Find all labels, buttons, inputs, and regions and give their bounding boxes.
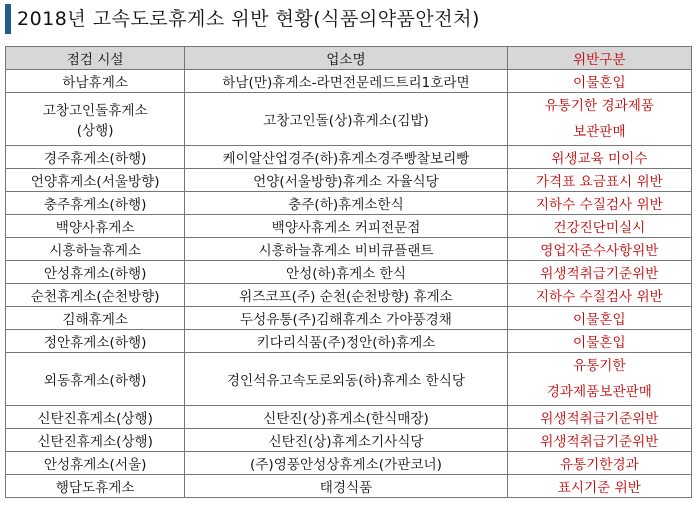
table-row	[6, 284, 692, 307]
business-cell: (주)영풍안성상휴게소(가판코너)	[185, 452, 507, 475]
violation-cell: 이물혼입	[507, 307, 691, 330]
facility-cell: 백양사휴게소	[6, 215, 185, 238]
violation-cell: 표시기준 위반	[507, 475, 691, 498]
violation-cell: 가격표 요금표시 위반	[507, 169, 691, 192]
facility-cell: 신탄진휴게소(상행)	[6, 429, 185, 452]
page-title: 2018년 고속도로휴게소 위반 현황(식품의약품안전처)	[17, 8, 480, 30]
business-cell: 위즈코프(주) 순천(순천방향) 휴게소	[185, 284, 507, 307]
violation-cell: 위생적취급기준위반	[507, 406, 691, 429]
violation-cell: 영업자준수사항위반	[507, 238, 691, 261]
facility-cell: 언양휴게소(서울방향)	[6, 169, 185, 192]
violation-cell: 유통기한 경과제품보관판매	[507, 353, 691, 406]
table-row	[6, 261, 692, 284]
facility-cell: 순천휴게소(순천방향)	[6, 284, 185, 307]
business-cell: 안성(하)휴게소 한식	[185, 261, 507, 284]
table-row	[6, 192, 692, 215]
violation-cell: 이물혼입	[507, 330, 691, 353]
business-cell: 언양(서울방향)휴게소 자율식당	[185, 169, 507, 192]
business-cell: 신탄진(상)휴게소(한식매장)	[185, 406, 507, 429]
facility-cell: 시흥하늘휴게소	[6, 238, 185, 261]
facility-cell: 고창고인돌휴게소 (상행)	[6, 93, 185, 146]
facility-cell: 김해휴게소	[6, 307, 185, 330]
violation-cell: 유통기한 경과제품 보관판매	[507, 93, 691, 146]
header-violation: 위반구분	[507, 47, 691, 70]
table-row	[6, 406, 692, 429]
table-row	[6, 70, 692, 93]
header-facility: 점검 시설	[6, 47, 185, 70]
violation-table	[5, 46, 692, 498]
header-business: 업소명	[185, 47, 507, 70]
business-cell: 백양사휴게소 커피전문점	[185, 215, 507, 238]
business-cell: 태경식품	[185, 475, 507, 498]
violation-cell: 위생적취급기준위반	[507, 429, 691, 452]
facility-cell: 신탄진휴게소(상행)	[6, 406, 185, 429]
table-row	[6, 353, 692, 406]
business-cell: 하남(만)휴게소-라면전문레드트리1호라면	[185, 70, 507, 93]
table-header-row	[6, 47, 692, 70]
business-cell: 경인석유고속도로외동(하)휴게소 한식당	[185, 353, 507, 406]
table-row	[6, 307, 692, 330]
business-cell: 케이알산업경주(하)휴게소경주빵찰보리빵	[185, 146, 507, 169]
facility-cell: 하남휴게소	[6, 70, 185, 93]
table-row	[6, 452, 692, 475]
table-row	[6, 330, 692, 353]
business-cell: 키다리식품(주)정안(하)휴게소	[185, 330, 507, 353]
business-cell: 시흥하늘휴게소 비비큐플랜트	[185, 238, 507, 261]
violation-cell: 위생적취급기준위반	[507, 261, 691, 284]
facility-cell: 정안휴게소(하행)	[6, 330, 185, 353]
table-row	[6, 169, 692, 192]
table-row	[6, 475, 692, 498]
table-row	[6, 429, 692, 452]
business-cell: 신탄진(상)휴게소기사식당	[185, 429, 507, 452]
facility-cell: 안성휴게소(하행)	[6, 261, 185, 284]
title-accent-bar	[5, 4, 11, 34]
table-row	[6, 215, 692, 238]
business-cell: 충주(하)휴게소한식	[185, 192, 507, 215]
business-cell: 고창고인돌(상)휴게소(김밥)	[185, 93, 507, 146]
violation-cell: 위생교육 미이수	[507, 146, 691, 169]
violation-cell: 이물혼입	[507, 70, 691, 93]
violation-cell: 지하수 수질검사 위반	[507, 284, 691, 307]
facility-cell: 외동휴게소(하행)	[6, 353, 185, 406]
facility-cell: 안성휴게소(서울)	[6, 452, 185, 475]
violation-cell: 건강진단미실시	[507, 215, 691, 238]
facility-cell: 충주휴게소(하행)	[6, 192, 185, 215]
facility-cell: 행담도휴게소	[6, 475, 185, 498]
table-row	[6, 93, 692, 146]
violation-cell: 유통기한경과	[507, 452, 691, 475]
facility-cell: 경주휴게소(하행)	[6, 146, 185, 169]
business-cell: 두성유통(주)김해휴게소 가야풍경채	[185, 307, 507, 330]
table-row	[6, 238, 692, 261]
table-row	[6, 146, 692, 169]
violation-cell: 지하수 수질검사 위반	[507, 192, 691, 215]
